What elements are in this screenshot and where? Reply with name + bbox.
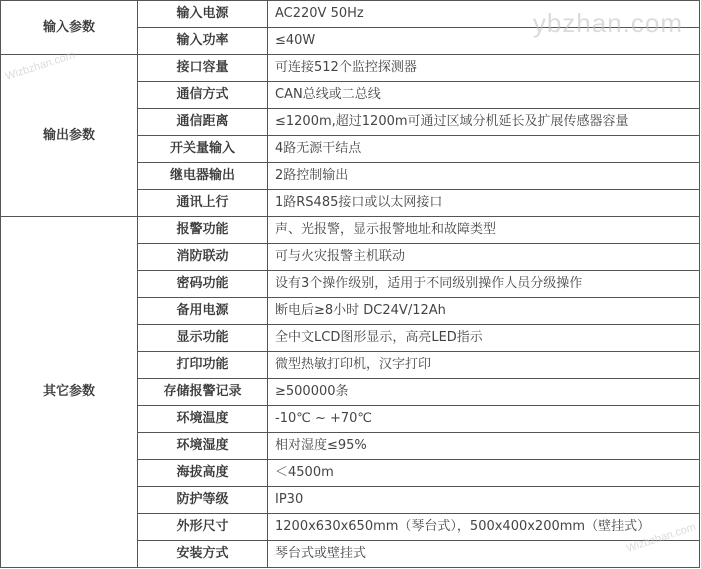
param-value: 可与火灾报警主机联动 (268, 244, 700, 271)
param-value: 断电后≥8小时 DC24V/12Ah (268, 298, 700, 325)
param-value: 琴台式或壁挂式 (268, 541, 700, 568)
group-other: 其它参数 (1, 217, 138, 568)
param-name: 密码功能 (138, 271, 268, 298)
param-name: 存储报警记录 (138, 379, 268, 406)
group-output: 输出参数 (1, 55, 138, 217)
table-row (1, 217, 700, 244)
param-value: 2路控制输出 (268, 163, 700, 190)
param-value: 可连接512个监控探测器 (268, 55, 700, 82)
watermark-small-bottom: Wizbzhan.com (624, 521, 698, 555)
param-value: ≥500000条 (268, 379, 700, 406)
param-value: IP30 (268, 487, 700, 514)
group-input: 输入参数 (1, 1, 138, 55)
param-value: ＜4500m (268, 460, 700, 487)
param-name: 环境温度 (138, 406, 268, 433)
param-name: 海拔高度 (138, 460, 268, 487)
param-name: 输入功率 (138, 28, 268, 55)
param-value: CAN总线或二总线 (268, 82, 700, 109)
watermark-small: Wizbzhan.com (3, 49, 77, 83)
param-value: 相对湿度≤95% (268, 433, 700, 460)
param-name: 继电器输出 (138, 163, 268, 190)
param-name: 打印功能 (138, 352, 268, 379)
param-value: 1路RS485接口或以太网接口 (268, 190, 700, 217)
param-name: 环境湿度 (138, 433, 268, 460)
param-name: 通信方式 (138, 82, 268, 109)
param-name: 接口容量 (138, 55, 268, 82)
param-value: ≤40W (268, 28, 700, 55)
param-value: 声、光报警，显示报警地址和故障类型 (268, 217, 700, 244)
watermark-main: ybzhan.com (532, 8, 683, 38)
param-name: 通讯上行 (138, 190, 268, 217)
param-name: 消防联动 (138, 244, 268, 271)
param-value: 全中文LCD图形显示，高亮LED指示 (268, 325, 700, 352)
param-value: 4路无源干结点 (268, 136, 700, 163)
param-value: -10℃ ~ +70℃ (268, 406, 700, 433)
param-value: AC220V 50Hz (268, 1, 700, 28)
param-name: 报警功能 (138, 217, 268, 244)
param-value: 设有3个操作级别，适用于不同级别操作人员分级操作 (268, 271, 700, 298)
param-value: 1200x630x650mm（琴台式），500x400x200mm（壁挂式） (268, 514, 700, 541)
param-name: 输入电源 (138, 1, 268, 28)
param-name: 外形尺寸 (138, 514, 268, 541)
table-row (1, 55, 700, 82)
param-name: 备用电源 (138, 298, 268, 325)
table-row (1, 1, 700, 28)
param-name: 开关量输入 (138, 136, 268, 163)
param-value: ≤1200m,超过1200m可通过区域分机延长及扩展传感器容量 (268, 109, 700, 136)
param-value: 微型热敏打印机，汉字打印 (268, 352, 700, 379)
param-name: 显示功能 (138, 325, 268, 352)
param-name: 安装方式 (138, 541, 268, 568)
param-name: 通信距离 (138, 109, 268, 136)
param-name: 防护等级 (138, 487, 268, 514)
